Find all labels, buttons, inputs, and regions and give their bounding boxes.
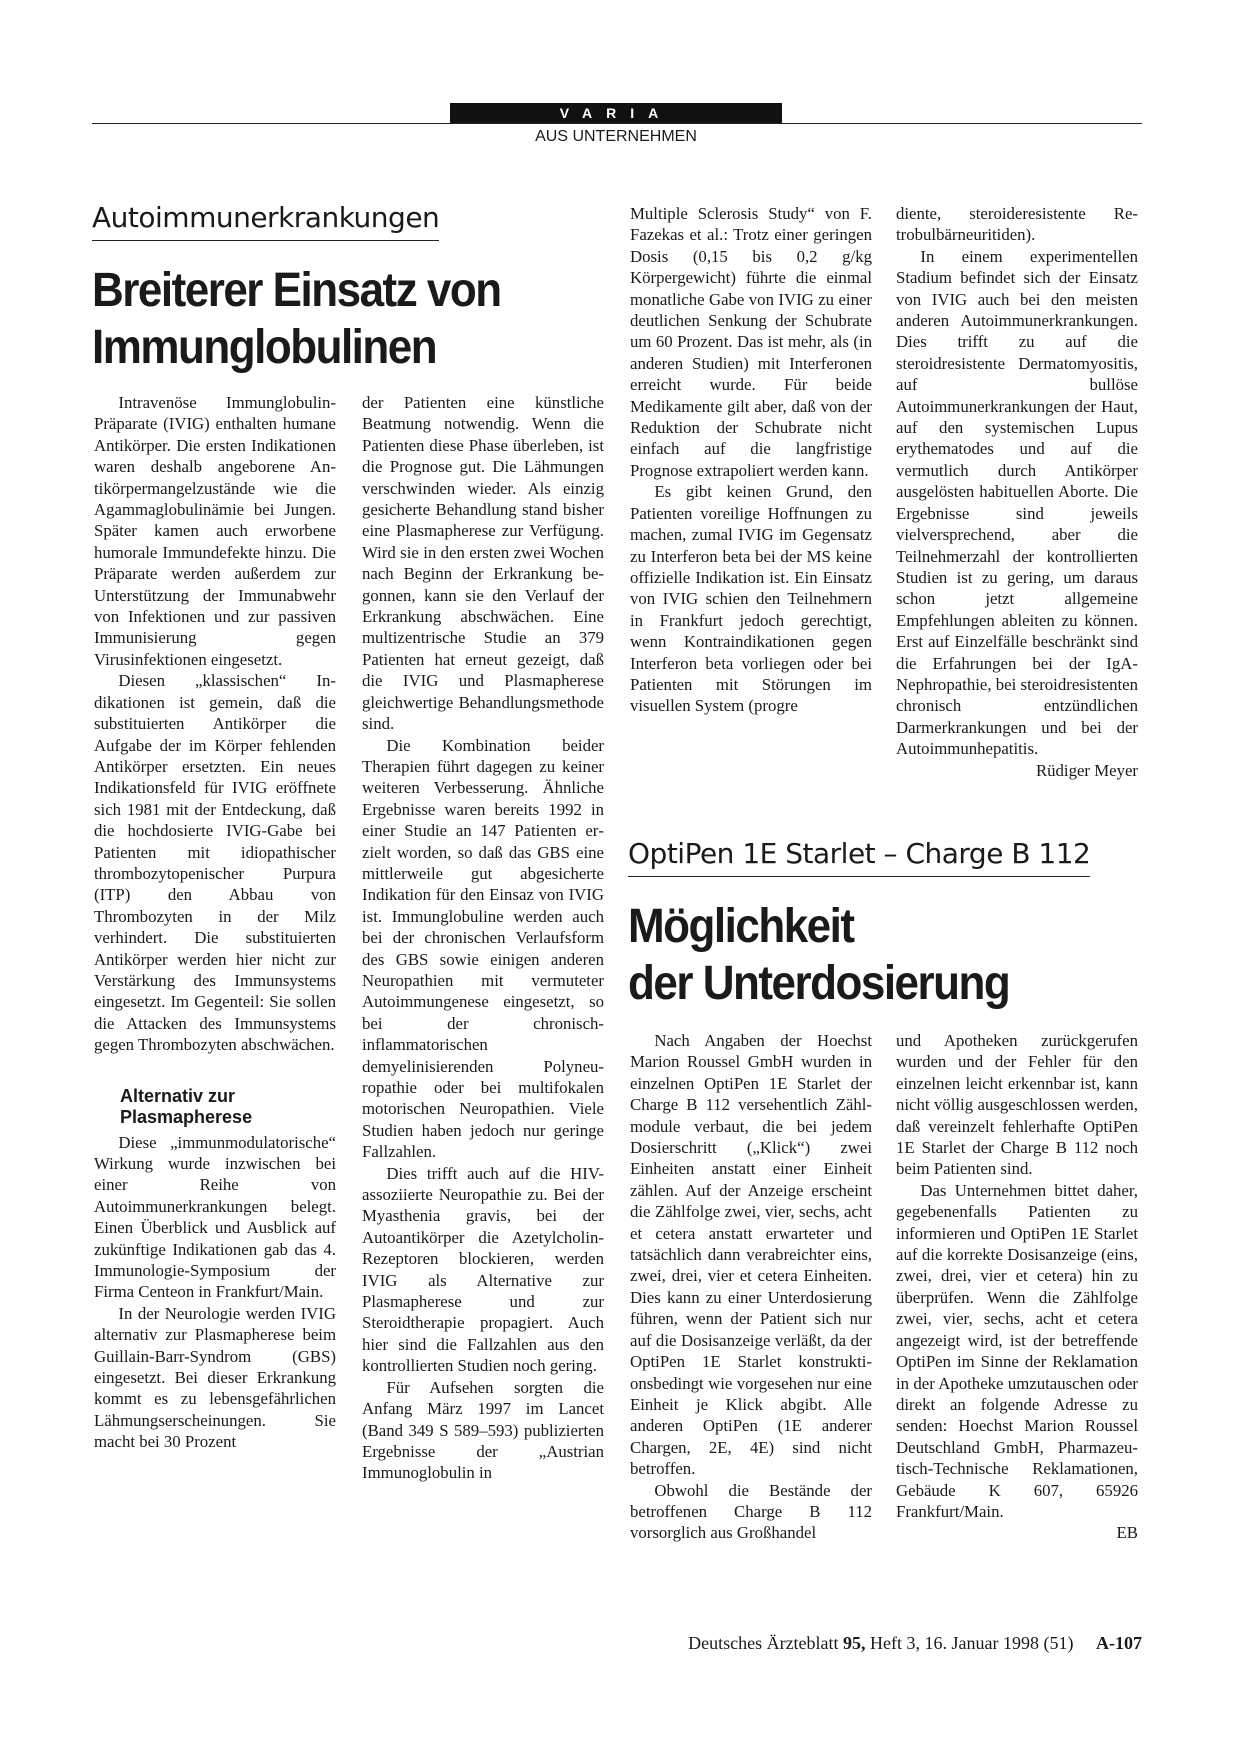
footer-issue: Heft 3, 16. Januar 1998 (51) — [870, 1633, 1074, 1653]
section-bar: VARIA — [450, 103, 782, 123]
footer-journal: Deutsches Ärzteblatt — [688, 1633, 839, 1653]
article2-headline — [628, 898, 1128, 1012]
footer-page-number: A-107 — [1096, 1633, 1142, 1653]
paragraph: und Apotheken zurückgerufen wurden und der Fehler für den einzelnen leicht erkennbar ist, kann nicht völlig ausgeschlossen werden, daß vereinzelt fehlerhafte OptiPen 1E Starlet der Charge B 112 noch beim Patienten sind. — [896, 1031, 1138, 1179]
header-rule — [92, 123, 1142, 124]
paragraph: Dies trifft auch auf die HIV-assoziierte Neuropathie zu. Bei der Myasthenia gravis, bei der Autoantikörper die Azetylcholin-Rezeptoren blockieren, werden IVIG als Alternative zur Plasmapherese und zur Steroidtherapie propagiert. Auch hier sind die Fallzahlen aus den kontrollierten Studien noch gering. — [362, 1163, 604, 1376]
article1-kicker: Autoimmunerkrankungen — [92, 198, 439, 241]
paragraph: Das Unternehmen bittet daher, gegebenenfalls Patienten zu informieren und OptiPen 1E Starlet auf die korrekte Dosisanzeige (eins, zwei, drei, vier et cetera) hin zu überprüfen. Wenn die Zählfolge zwei, vier, sechs, acht et cetera angezeigt wird, ist der betreffende OptiPen im Sinne der Reklamation in der Apotheke umzutauschen oder direkt an folgende Adresse zu senden: Hoechst Marion Roussel Deutschland GmbH, Pharmazeutisch-Technische Reklamationen, Gebäude K 607, 65926 Frankfurt/Main. — [896, 1180, 1138, 1521]
paragraph: Für Aufsehen sorgten die Anfang März 1997 im Lancet (Band 349 S 589–593) publizierten Ergebnisse der „Austrian Immunoglobulin in — [362, 1377, 604, 1483]
sub-section-label: AUS UNTERNEHMEN — [535, 128, 697, 145]
article1-author: Rüdiger Meyer — [1035, 760, 1138, 780]
article2-headline-line1: Möglichkeit — [628, 899, 854, 953]
paragraph: In der Neurologie werden IVIG alternativ zur Plasmapherese beim Guillain-Barr-Syndrom (GBS) eingesetzt. Bei dieser Erkrankung kommt es zu lebensgefährlichen Lähmungserscheinungen. Sie macht bei 30 Prozent — [94, 1303, 336, 1452]
footer-volume: 95, — [843, 1633, 866, 1653]
paragraph: Obwohl die Bestände der betroffenen Charge B 112 vorsorglich aus Großhandel — [630, 1480, 872, 1543]
article1-column-1 — [94, 392, 336, 1453]
article2-author: EB — [1116, 1523, 1138, 1543]
article1-column-4 — [896, 203, 1138, 781]
article1-column-2 — [362, 392, 604, 1484]
paragraph: Multiple Sclerosis Study“ von F. Fazekas et al.: Trotz einer geringen Dosis (0,15 bis 0,2 g/kg Körpergewicht) führte die einmal monatliche Gabe von IVIG zu einer deutlichen Senkung der Schubrate um 60 Prozent. Das ist mehr, als (in anderen Studien) mit Interferonen erreicht wurde. Für beide Medikamente gilt aber, daß von der Reduktion der Schubrate nicht einfach auf die langfristige Prognose extrapoliert werden kann. — [630, 204, 872, 480]
paragraph: Diesen „klassischen“ Indikationen ist gemein, daß die substituierten Antikörper die Aufgabe der im Körper fehlenden Antikörper ersetzten. Ein neues Indikationsfeld für IVIG eröffnete sich 1981 mit der Entdeckung, daß die hochdosierte IVIG-Gabe bei Patienten mit idiopathischer thrombozytopenischer Purpura (ITP) den Abbau von Thrombozyten in der Milz verhindert. Die substituierten Antikörper werden hier nicht zur Verstärkung des Immunsystems eingesetzt. Im Gegenteil: Sie sollen die Attacken des Immunsystems gegen Thrombozyten abschwächen. — [94, 671, 336, 1055]
paragraph: In einem experimentellen Stadium befindet sich der Einsatz von IVIG auch bei den meisten anderen Autoimmunerkrankungen. Dies trifft zu auf die steroidresistente Dermatomyositis, auf bullöse Autoimmunerkrankungen der Haut, auf den systemischen Lupus erythematodes und auf die vermutlich durch Antikörper ausgelösten habituellen Aborte. Die Ergebnisse sind jeweils vielversprechend, aber die Teilnehmerzahl der kontrollierten Studien ist zu gering, um daraus schon jetzt allgemeine Empfehlungen ableiten zu können. Erst auf Einzelfälle beschränkt sind die Erfahrungen bei der IgA-Nephropathie, bei steroidresistenten chronisch entzündlichen Darmerkrankungen und bei der Autoimmunhepatitis. — [896, 246, 1138, 759]
paragraph: diente, steroideresistente Retrobulbärneuritiden). — [896, 204, 1138, 245]
paragraph: Intravenöse Immunglobulin-Präparate (IVIG) enthalten humane Antikörper. Die ersten Indikationen waren deshalb angeborene Antikörpermangelzustände wie die Agammaglobulinämie bei Jungen. Später kamen auch erworbene humorale Immundefekte hinzu. Die Präparate werden außerdem zur Unterstützung der Immunabwehr von Infektionen und zur passiven Immunisierung gegen Virusinfektionen eingesetzt. — [94, 393, 336, 669]
article1-headline-line1: Breiterer Einsatz von — [92, 263, 501, 317]
paragraph: Nach Angaben der Hoechst Marion Roussel GmbH wurden in einzelnen OptiPen 1E Starlet der Charge B 112 versehentlich Zählmodule verbaut, die bei jedem Dosierschritt („Klick“) zwei Einheiten anstatt einer Einheit zählen. Auf der Anzeige erscheint die Zählfolge zwei, vier, sechs, acht et cetera anstatt erwarteter und tatsächlich dann verabreichter eins, zwei, drei, vier et cetera Einheiten. Dies kann zu einer Unterdosierung führen, wenn der Patient sich nur auf die Dosisanzeige verläßt, da der OptiPen 1E Starlet konstruktionsbedingt wie vorgesehen nur eine Einheit je Klick abgibt. Alle anderen OptiPen (1E anderer Chargen, 2E, 4E) sind nicht betroffen. — [630, 1031, 872, 1479]
paragraph: Es gibt keinen Grund, den Patienten voreilige Hoffnungen zu machen, zumal IVIG im Gegensatz zu Interferon beta bei der MS keine offizielle Indikation ist. Ein Einsatz von IVIG schien den Teilnehmern in Frankfurt jedoch gerechtigt, wenn Kontraindikationen gegen Interferon beta vorliegen oder bei Patienten mit Störungen im visuellen System (progre — [630, 482, 872, 716]
article1-headline-line2: Immunglobulinen — [92, 320, 437, 375]
article2-headline-line2: der Unterdosierung — [628, 956, 1010, 1011]
article1-headline — [92, 262, 612, 376]
article2-column-2 — [896, 1030, 1138, 1544]
paragraph: Diese „immunmodulatorische“ Wirkung wurde inzwischen bei einer Reihe von Autoimmunerkrankungen belegt. Einen Überblick und Ausblick auf zukünftige Indikationen gab das 4. Immunologie-Symposium der Firma Centeon in Frankfurt/Main. — [94, 1132, 336, 1302]
article1-subhead: Alternativ zur Plasmapherese — [120, 1085, 253, 1127]
article2-kicker: OptiPen 1E Starlet – Charge B 112 — [628, 834, 1090, 877]
paragraph: der Patienten eine künstliche Beatmung notwendig. Wenn die Patienten diese Phase überleben, ist die Prognose gut. Die Lähmungen verschwinden wieder. Als einzig gesicherte Behandlung stand bisher eine Plasmapherese zur Verfügung. Wird sie in den ersten zwei Wochen nach Beginn der Erkrankung begonnen, kann sie den Verlauf der Erkrankung abschwächen. Eine multizentrische Studie an 379 Patienten hat erneut gezeigt, daß die IVIG und Plasmapherese gleichwertige Behandlungsmethode sind. — [362, 393, 604, 734]
paragraph: Die Kombination beider Therapien führt dagegen zu keiner weiteren Verbesserung. Ähnliche Ergebnisse waren bereits 1992 in einer Studie an 147 Patienten erzielt worden, so daß das GBS eine mittlerweile gut abgesicherte Indikation für den Einsaz von IVIG ist. Immunglobuline werden auch bei der chronischen Verlaufsform des GBS sowie einigen anderen Neuropathien mit vermuteter Autoimmungenese eingesetzt, so bei der chronisch-inflammatorischen demyelinisierenden Polyneuropathie oder bei multifokalen motorischen Neuropathien. Viele Studien haben jedoch nur geringe Fallzahlen. — [362, 735, 604, 1162]
article2-column-1 — [630, 1030, 872, 1544]
article1-column-3 — [630, 203, 872, 717]
page-footer — [620, 1633, 1142, 1654]
